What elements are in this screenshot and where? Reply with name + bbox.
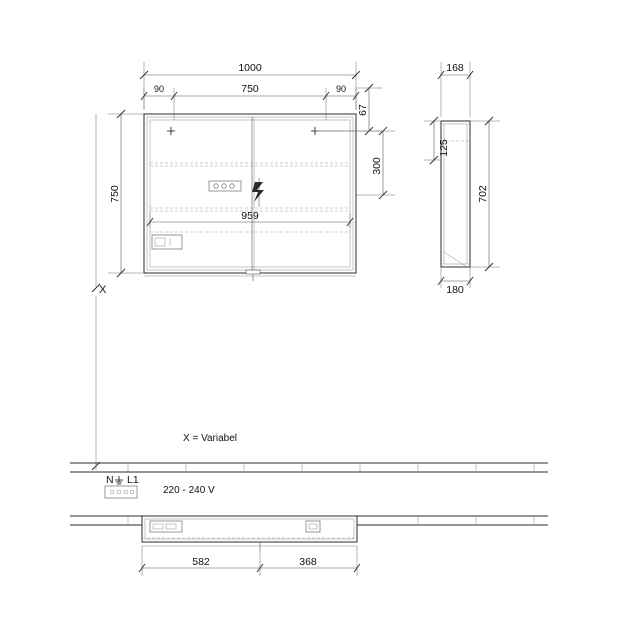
plan-socket-left [150, 521, 182, 532]
dim-plan-left [139, 546, 263, 576]
x-marker-upper: X [99, 284, 107, 296]
socket-block-front [152, 235, 182, 249]
bottom-connector [246, 270, 260, 281]
dim-left-offset-label: 90 [153, 84, 165, 94]
dim-side-bottom-depth [438, 267, 473, 296]
side-view-group [424, 62, 500, 296]
dim-right-offset-label: 90 [335, 84, 347, 94]
wall-tile-joints [128, 463, 534, 472]
dim-inner-width-label: 959 [241, 210, 259, 222]
dim-side-height [470, 117, 500, 271]
front-view-group [108, 62, 395, 281]
dim-overall-height [108, 110, 144, 277]
dim-side-top-mount-label: 125 [438, 139, 450, 157]
sensor-switch-module [209, 181, 241, 191]
terminal-l1-label: L1 [127, 474, 139, 486]
dim-side-height-label: 702 [477, 185, 489, 203]
plan-socket-right [306, 521, 320, 532]
dim-top-offset-label: 67 [357, 104, 369, 116]
dim-plan-right [260, 546, 360, 576]
dim-side-depth-label: 168 [446, 62, 464, 74]
dim-plan-left-label: 582 [192, 556, 210, 568]
dim-overall-height-label: 750 [109, 185, 121, 203]
dim-mount-height-label: 300 [371, 157, 383, 175]
dim-plan-right-label: 368 [299, 556, 317, 568]
dim-overall-width-label: 1000 [238, 62, 262, 74]
dim-side-bottom-depth-label: 180 [446, 284, 464, 296]
dim-side-depth [438, 62, 473, 117]
plan-view-group [70, 463, 548, 576]
voltage-note: 220 - 240 V [163, 485, 215, 496]
dim-center-width-label: 750 [241, 83, 259, 95]
terminal-n-label: N [106, 474, 114, 486]
variable-note: X = Variabel [183, 433, 238, 444]
